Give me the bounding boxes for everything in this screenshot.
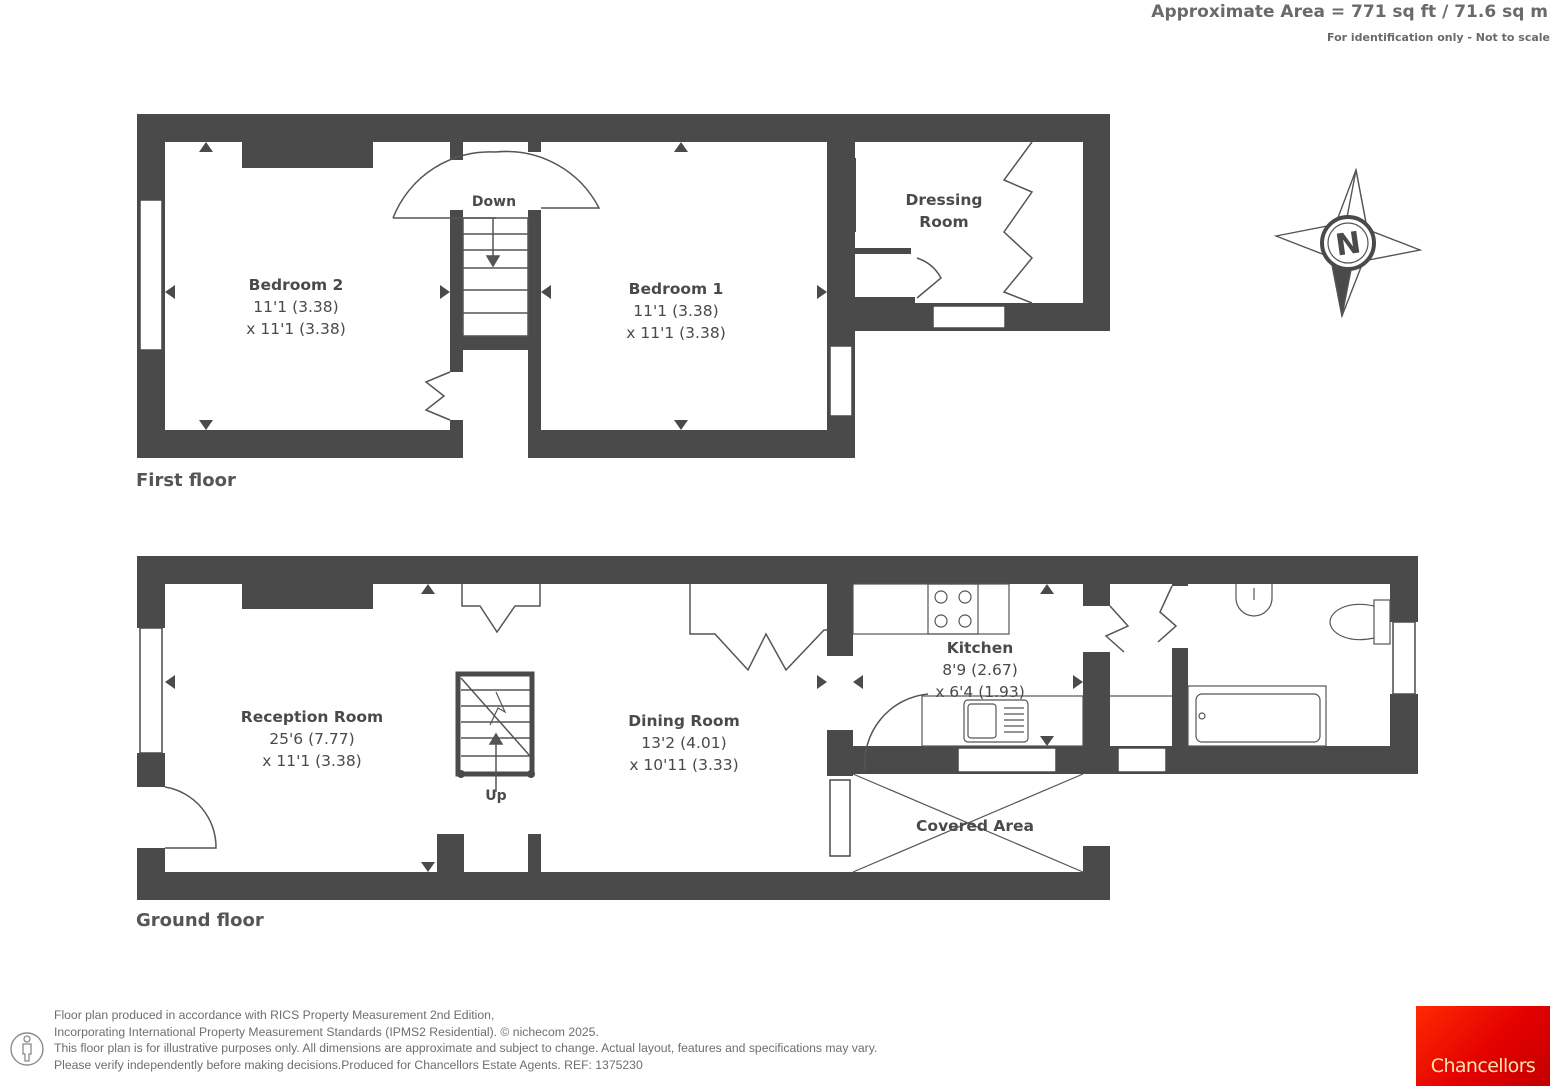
room-dimension: 25'6 (7.77) xyxy=(269,730,355,748)
compass-letter: N xyxy=(1333,225,1364,264)
stairs-down-label: Down xyxy=(471,194,517,210)
room-name-line: Dressing xyxy=(905,191,983,209)
room-dimension: x 6'4 (1.93) xyxy=(935,683,1025,701)
room-kitchen xyxy=(935,637,1025,703)
room-dimension: 8'9 (2.67) xyxy=(942,661,1018,679)
bathroom-fittings xyxy=(1188,584,1390,746)
room-name: Dining Room xyxy=(628,712,740,730)
room-name-line: Room xyxy=(919,213,969,231)
room-dimension: 11'1 (3.38) xyxy=(633,302,719,320)
chancellors-logo xyxy=(1416,1006,1550,1086)
room-dimension: x 11'1 (3.38) xyxy=(262,752,362,770)
stairs-up-label: Up xyxy=(485,788,507,804)
room-dimension: x 11'1 (3.38) xyxy=(626,324,726,342)
footer-line: Please verify independently before making decisions.Produced for Chancellors Estate Agents. REF: 1375230 xyxy=(54,1057,643,1072)
room-covered-area xyxy=(916,815,1034,837)
room-name: Bedroom 1 xyxy=(628,280,724,298)
person-scale-icon xyxy=(10,1027,44,1071)
approximate-area: Approximate Area = 771 sq ft / 71.6 sq m xyxy=(1151,2,1548,22)
first-floor-label: First floor xyxy=(136,470,236,491)
room-name: Bedroom 2 xyxy=(248,276,344,294)
footer-line: This floor plan is for illustrative purposes only. All dimensions are approximate and subject to change. Actual layout, features and specifications may vary. xyxy=(54,1041,878,1056)
identification-note: For identification only - Not to scale xyxy=(1327,31,1550,44)
room-dressing xyxy=(906,189,983,233)
room-bedroom-1 xyxy=(626,278,725,344)
footer-disclaimer xyxy=(54,1007,877,1073)
ground-floor-stairs xyxy=(457,674,535,792)
room-bedroom-2 xyxy=(246,274,345,340)
room-name: Reception Room xyxy=(240,708,384,726)
room-dimension: x 10'11 (3.33) xyxy=(629,756,739,774)
room-name: Covered Area xyxy=(916,817,1034,835)
room-dimension: 13'2 (4.01) xyxy=(641,734,727,752)
brand-name: Chancellors xyxy=(1430,1055,1536,1077)
room-reception xyxy=(241,706,383,772)
room-dimension: 11'1 (3.38) xyxy=(253,298,339,316)
room-dining xyxy=(628,710,739,776)
room-dimension: x 11'1 (3.38) xyxy=(246,320,346,338)
room-name: Kitchen xyxy=(946,639,1014,657)
footer-line: Incorporating International Property Measurement Standards (IPMS2 Residential). © nichecom 2025. xyxy=(54,1024,599,1039)
footer-line: Floor plan produced in accordance with RICS Property Measurement 2nd Edition, xyxy=(54,1008,495,1022)
ground-floor-label: Ground floor xyxy=(136,910,264,931)
